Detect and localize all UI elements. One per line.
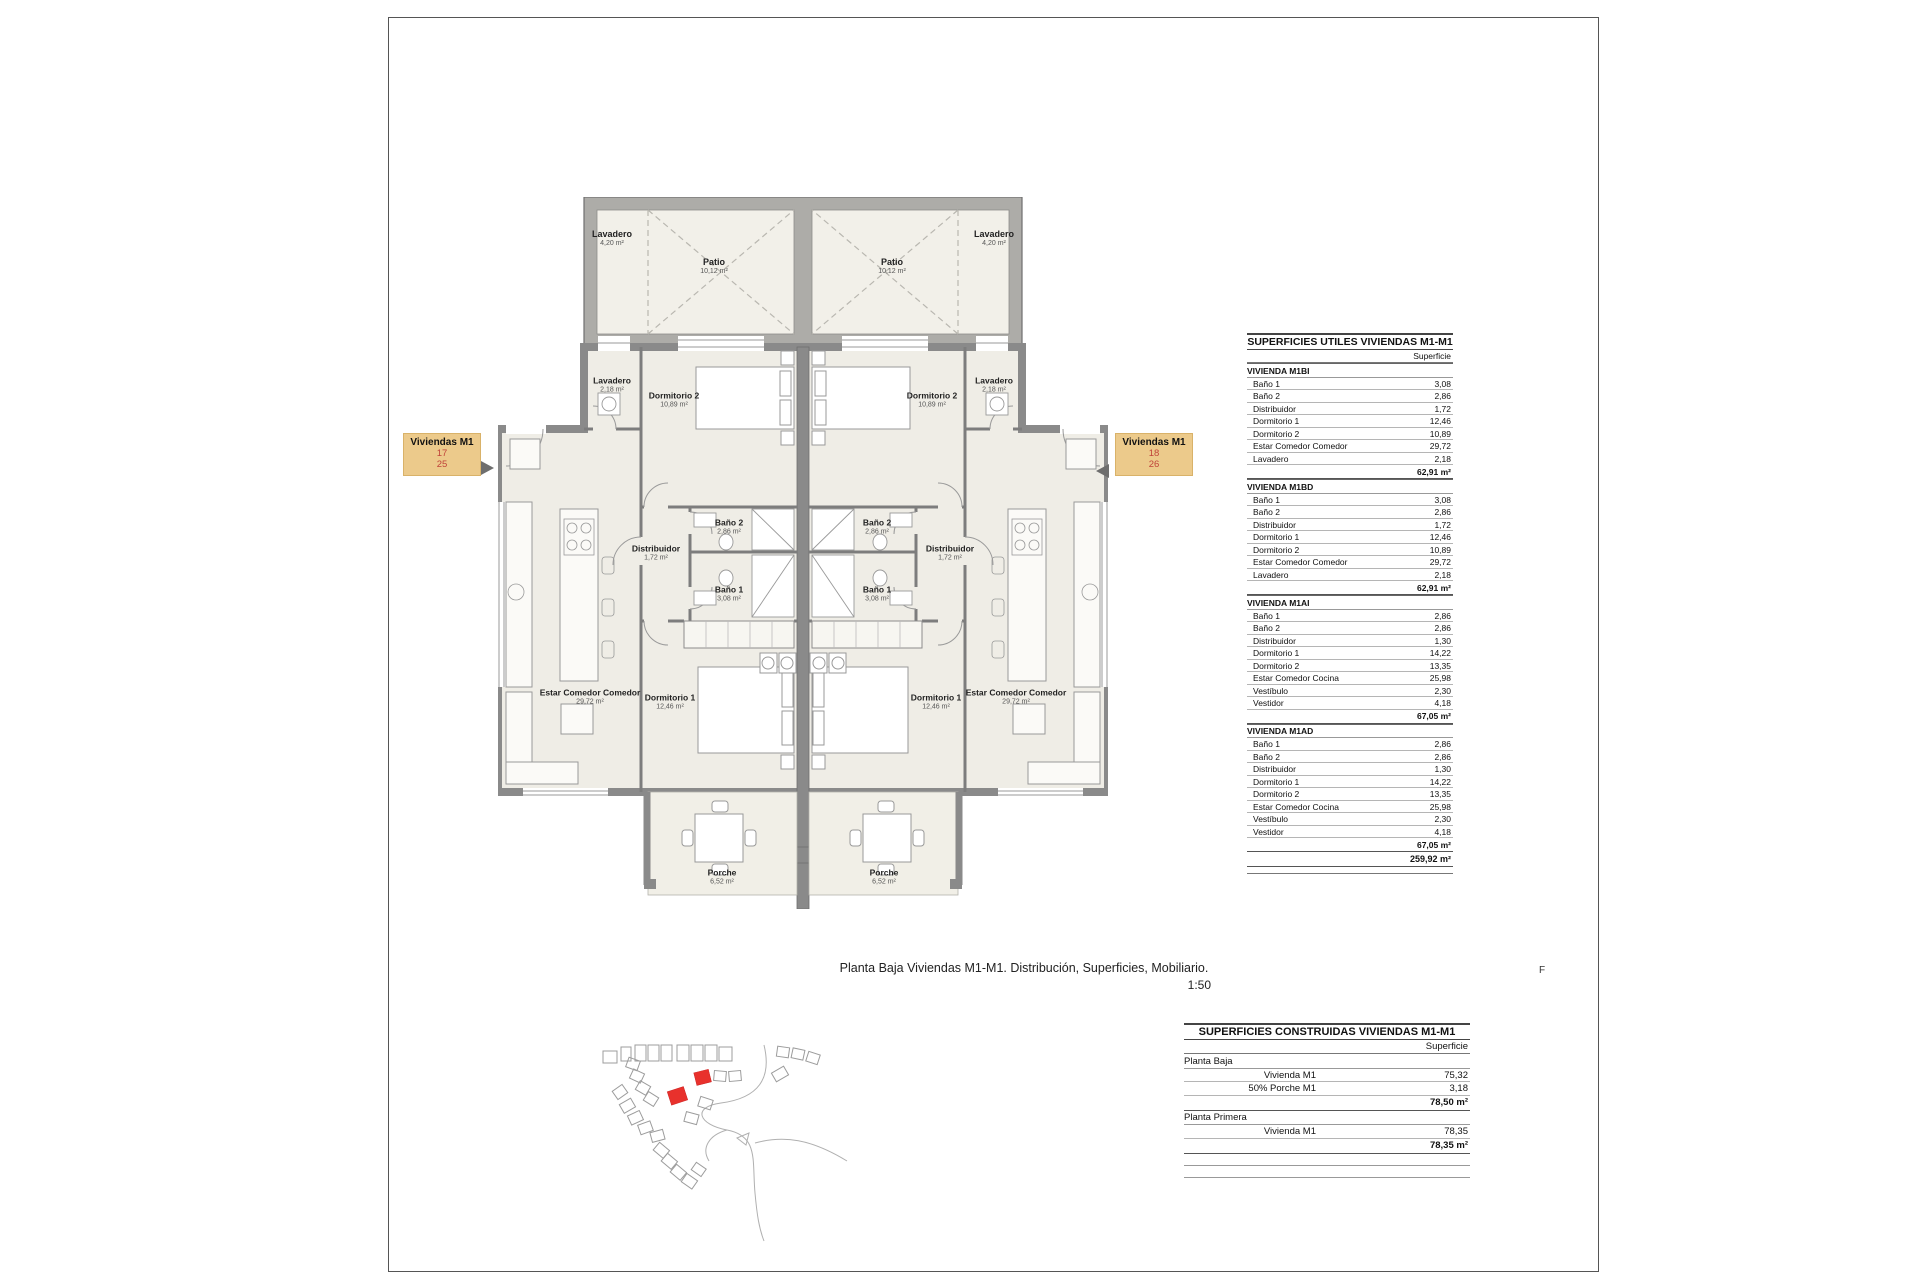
utiles-row-value: 1,72 bbox=[1434, 403, 1451, 414]
utiles-table-row bbox=[1247, 622, 1453, 635]
utiles-table-row bbox=[1247, 826, 1453, 839]
construidas-row-label: Vivienda M1 bbox=[1263, 1126, 1316, 1137]
utiles-row-label: Dormitorio 1 bbox=[1253, 648, 1300, 658]
utiles-table-row bbox=[1247, 378, 1453, 391]
utiles-row-label: Distribuidor bbox=[1253, 635, 1296, 646]
unit-tag-left bbox=[403, 433, 481, 476]
room-label-lavadero-top-right: Lavadero 4,20 m² bbox=[973, 229, 1015, 248]
utiles-row-label: Baño 1 bbox=[1253, 739, 1280, 749]
utiles-table-row bbox=[1247, 415, 1453, 428]
construidas-section-name: Planta Baja bbox=[1184, 1054, 1470, 1069]
utiles-section-name: VIVIENDA M1BD bbox=[1247, 479, 1453, 494]
construidas-table-body bbox=[1184, 1054, 1470, 1154]
utiles-row-value: 2,30 bbox=[1434, 814, 1451, 824]
construidas-table-row bbox=[1184, 1125, 1470, 1139]
room-label-estar-right: Estar Comedor Comedor 29,72 m² bbox=[965, 687, 1067, 705]
utiles-row-label: Baño 2 bbox=[1253, 507, 1280, 517]
utiles-section-total: 62,91 m² bbox=[1247, 581, 1453, 595]
utiles-row-label: Dormitorio 1 bbox=[1253, 532, 1300, 542]
utiles-row-value: 2,30 bbox=[1434, 685, 1451, 696]
unit-tag-right-title: Viviendas M1 bbox=[1122, 437, 1186, 448]
room-label-distribuidor-left: Distribuidor 1,72 m² bbox=[631, 543, 681, 561]
utiles-table-row bbox=[1247, 519, 1453, 532]
utiles-row-label: Estar Comedor Comedor bbox=[1253, 441, 1348, 451]
drawing-scale: 1:50 bbox=[1187, 978, 1211, 992]
utiles-table-row bbox=[1247, 788, 1453, 801]
utiles-table-title: SUPERFICIES UTILES VIVIENDAS M1-M1 bbox=[1247, 333, 1453, 350]
utiles-table-row bbox=[1247, 685, 1453, 698]
utiles-table-row bbox=[1247, 660, 1453, 673]
utiles-table-row bbox=[1247, 494, 1453, 507]
utiles-row-label: Dormitorio 1 bbox=[1253, 776, 1300, 787]
utiles-row-label: Baño 2 bbox=[1253, 751, 1280, 762]
utiles-row-value: 2,86 bbox=[1434, 623, 1451, 633]
utiles-table-row bbox=[1247, 453, 1453, 466]
construidas-row-label: Vivienda M1 bbox=[1263, 1069, 1316, 1081]
utiles-row-label: Distribuidor bbox=[1253, 403, 1296, 414]
construidas-row-value: 3,18 bbox=[1449, 1083, 1468, 1094]
utiles-table-row bbox=[1247, 647, 1453, 660]
utiles-row-label: Estar Comedor Comedor bbox=[1253, 557, 1348, 567]
utiles-row-value: 10,89 bbox=[1429, 544, 1451, 555]
utiles-grand-total: 259,92 m² bbox=[1247, 852, 1453, 867]
utiles-table-row bbox=[1247, 763, 1453, 776]
utiles-table-row bbox=[1247, 428, 1453, 441]
room-label-porche-right: Porche 6,52 m² bbox=[869, 867, 899, 885]
room-label-dormitorio2-right: Dormitorio 2 10,89 m² bbox=[906, 390, 958, 408]
utiles-table-row bbox=[1247, 813, 1453, 826]
construidas-row-label: 50% Porche M1 bbox=[1248, 1083, 1316, 1094]
superficies-utiles-table bbox=[1247, 333, 1453, 874]
construidas-row-value: 75,32 bbox=[1444, 1069, 1468, 1081]
utiles-section-total: 67,05 m² bbox=[1247, 710, 1453, 724]
utiles-row-label: Vestidor bbox=[1253, 826, 1284, 837]
utiles-end-rule bbox=[1247, 867, 1453, 874]
utiles-row-value: 12,46 bbox=[1429, 416, 1451, 426]
pointer-arrow-right-icon bbox=[481, 461, 494, 475]
utiles-table-row bbox=[1247, 506, 1453, 519]
utiles-row-label: Dormitorio 2 bbox=[1253, 544, 1300, 555]
room-label-dormitorio2-left: Dormitorio 2 10,89 m² bbox=[648, 390, 700, 408]
site-location-map bbox=[559, 1043, 849, 1243]
margin-text: F bbox=[1539, 965, 1546, 976]
construidas-section-name: Planta Primera bbox=[1184, 1111, 1470, 1126]
utiles-row-value: 29,72 bbox=[1429, 441, 1451, 451]
unit-tag-left-num1: 17 bbox=[436, 448, 448, 459]
utiles-row-value: 13,35 bbox=[1429, 660, 1451, 671]
unit-tag-right-num1: 18 bbox=[1148, 448, 1160, 459]
drawing-sheet bbox=[388, 17, 1599, 1272]
utiles-table-row bbox=[1247, 440, 1453, 453]
utiles-table-row bbox=[1247, 751, 1453, 764]
utiles-section-total: 67,05 m² bbox=[1247, 838, 1453, 852]
utiles-table-row bbox=[1247, 776, 1453, 789]
utiles-row-label: Dormitorio 1 bbox=[1253, 416, 1300, 426]
utiles-row-value: 25,98 bbox=[1429, 673, 1451, 683]
utiles-table-row bbox=[1247, 610, 1453, 623]
room-label-patio-right: Patio 10,12 m² bbox=[878, 257, 906, 276]
utiles-table-row bbox=[1247, 390, 1453, 403]
utiles-row-label: Lavadero bbox=[1253, 453, 1289, 464]
utiles-row-value: 10,89 bbox=[1429, 428, 1451, 439]
utiles-row-value: 29,72 bbox=[1429, 557, 1451, 567]
utiles-row-label: Vestíbulo bbox=[1253, 685, 1288, 696]
utiles-section-total: 62,91 m² bbox=[1247, 465, 1453, 479]
utiles-table-row bbox=[1247, 672, 1453, 685]
room-label-dormitorio1-right: Dormitorio 1 12,46 m² bbox=[910, 692, 962, 710]
unit-tag-left-title: Viviendas M1 bbox=[410, 437, 474, 448]
construidas-table-row bbox=[1184, 1069, 1470, 1083]
utiles-row-value: 2,86 bbox=[1434, 610, 1451, 621]
utiles-section-name: VIVIENDA M1BI bbox=[1247, 363, 1453, 378]
floor-plan bbox=[498, 197, 1108, 909]
utiles-row-label: Baño 1 bbox=[1253, 610, 1280, 621]
utiles-table-row bbox=[1247, 531, 1453, 544]
utiles-row-value: 2,18 bbox=[1434, 569, 1451, 580]
room-label-patio-left: Patio 10,12 m² bbox=[700, 257, 728, 276]
utiles-table-row bbox=[1247, 635, 1453, 648]
utiles-row-label: Distribuidor bbox=[1253, 764, 1296, 774]
utiles-row-label: Dormitorio 2 bbox=[1253, 660, 1300, 671]
utiles-row-value: 4,18 bbox=[1434, 826, 1451, 837]
construidas-section-total: 78,35 m² bbox=[1184, 1139, 1470, 1154]
utiles-row-value: 4,18 bbox=[1434, 698, 1451, 708]
utiles-row-label: Vestidor bbox=[1253, 698, 1284, 708]
utiles-row-value: 2,18 bbox=[1434, 453, 1451, 464]
utiles-table-row bbox=[1247, 569, 1453, 582]
utiles-row-value: 3,08 bbox=[1434, 378, 1451, 389]
room-label-bano2-left: Baño 2 2,86 m² bbox=[714, 517, 744, 535]
construidas-col-header: Superficie bbox=[1184, 1040, 1470, 1054]
construidas-row-value: 78,35 bbox=[1444, 1126, 1468, 1137]
construidas-empty-row bbox=[1184, 1154, 1470, 1166]
utiles-col-header: Superficie bbox=[1247, 350, 1453, 363]
utiles-row-label: Baño 1 bbox=[1253, 494, 1280, 505]
utiles-row-label: Baño 2 bbox=[1253, 391, 1280, 401]
utiles-row-value: 3,08 bbox=[1434, 494, 1451, 505]
room-label-lavadero-left: Lavadero 2,18 m² bbox=[593, 375, 631, 393]
construidas-table-title: SUPERFICIES CONSTRUIDAS VIVIENDAS M1-M1 bbox=[1184, 1023, 1470, 1040]
utiles-row-value: 1,30 bbox=[1434, 764, 1451, 774]
superficies-construidas-table bbox=[1184, 1023, 1470, 1178]
utiles-row-value: 2,86 bbox=[1434, 507, 1451, 517]
utiles-table-row bbox=[1247, 697, 1453, 710]
unit-tag-right-num2: 26 bbox=[1148, 459, 1160, 471]
utiles-row-label: Dormitorio 2 bbox=[1253, 428, 1300, 439]
utiles-table-row bbox=[1247, 738, 1453, 751]
utiles-row-label: Baño 2 bbox=[1253, 623, 1280, 633]
room-label-distribuidor-right: Distribuidor 1,72 m² bbox=[925, 543, 975, 561]
utiles-section-name: VIVIENDA M1AI bbox=[1247, 595, 1453, 610]
room-label-lavadero-top-left: Lavadero 4,20 m² bbox=[591, 229, 633, 248]
room-label-bano1-left: Baño 1 3,08 m² bbox=[714, 584, 744, 602]
utiles-table-row bbox=[1247, 403, 1453, 416]
utiles-row-value: 1,72 bbox=[1434, 519, 1451, 530]
utiles-row-value: 12,46 bbox=[1429, 532, 1451, 542]
utiles-row-label: Baño 1 bbox=[1253, 378, 1280, 389]
utiles-row-label: Distribuidor bbox=[1253, 519, 1296, 530]
floor-plan-drawing bbox=[498, 197, 1108, 909]
utiles-row-label: Lavadero bbox=[1253, 569, 1289, 580]
utiles-table-body bbox=[1247, 363, 1453, 852]
utiles-row-value: 25,98 bbox=[1429, 801, 1451, 812]
utiles-row-value: 2,86 bbox=[1434, 391, 1451, 401]
unit-tag-right bbox=[1115, 433, 1193, 476]
room-label-lavadero-right: Lavadero 2,18 m² bbox=[975, 375, 1013, 393]
construidas-section-total: 78,50 m² bbox=[1184, 1096, 1470, 1111]
utiles-row-value: 14,22 bbox=[1429, 776, 1451, 787]
utiles-row-label: Estar Comedor Cocina bbox=[1253, 673, 1339, 683]
pointer-arrow-left-icon bbox=[1096, 464, 1109, 478]
utiles-row-label: Vestíbulo bbox=[1253, 814, 1288, 824]
room-label-estar-left: Estar Comedor Comedor 29,72 m² bbox=[539, 687, 641, 705]
construidas-table-row bbox=[1184, 1082, 1470, 1096]
room-label-bano1-right: Baño 1 3,08 m² bbox=[862, 584, 892, 602]
utiles-row-label: Estar Comedor Cocina bbox=[1253, 801, 1339, 812]
unit-tag-left-num2: 25 bbox=[436, 459, 448, 471]
utiles-row-label: Dormitorio 2 bbox=[1253, 789, 1300, 799]
utiles-table-row bbox=[1247, 556, 1453, 569]
utiles-table-row bbox=[1247, 544, 1453, 557]
utiles-row-value: 14,22 bbox=[1429, 648, 1451, 658]
utiles-section-name: VIVIENDA M1AD bbox=[1247, 724, 1453, 739]
construidas-empty-row bbox=[1184, 1166, 1470, 1178]
room-label-porche-left: Porche 6,52 m² bbox=[707, 867, 737, 885]
utiles-row-value: 1,30 bbox=[1434, 635, 1451, 646]
drawing-caption: Planta Baja Viviendas M1-M1. Distribución, Superficies, Mobiliario. bbox=[839, 961, 1209, 975]
room-label-dormitorio1-left: Dormitorio 1 12,46 m² bbox=[644, 692, 696, 710]
utiles-row-value: 2,86 bbox=[1434, 739, 1451, 749]
utiles-row-value: 13,35 bbox=[1429, 789, 1451, 799]
utiles-row-value: 2,86 bbox=[1434, 751, 1451, 762]
room-label-bano2-right: Baño 2 2,86 m² bbox=[862, 517, 892, 535]
utiles-table-row bbox=[1247, 801, 1453, 814]
